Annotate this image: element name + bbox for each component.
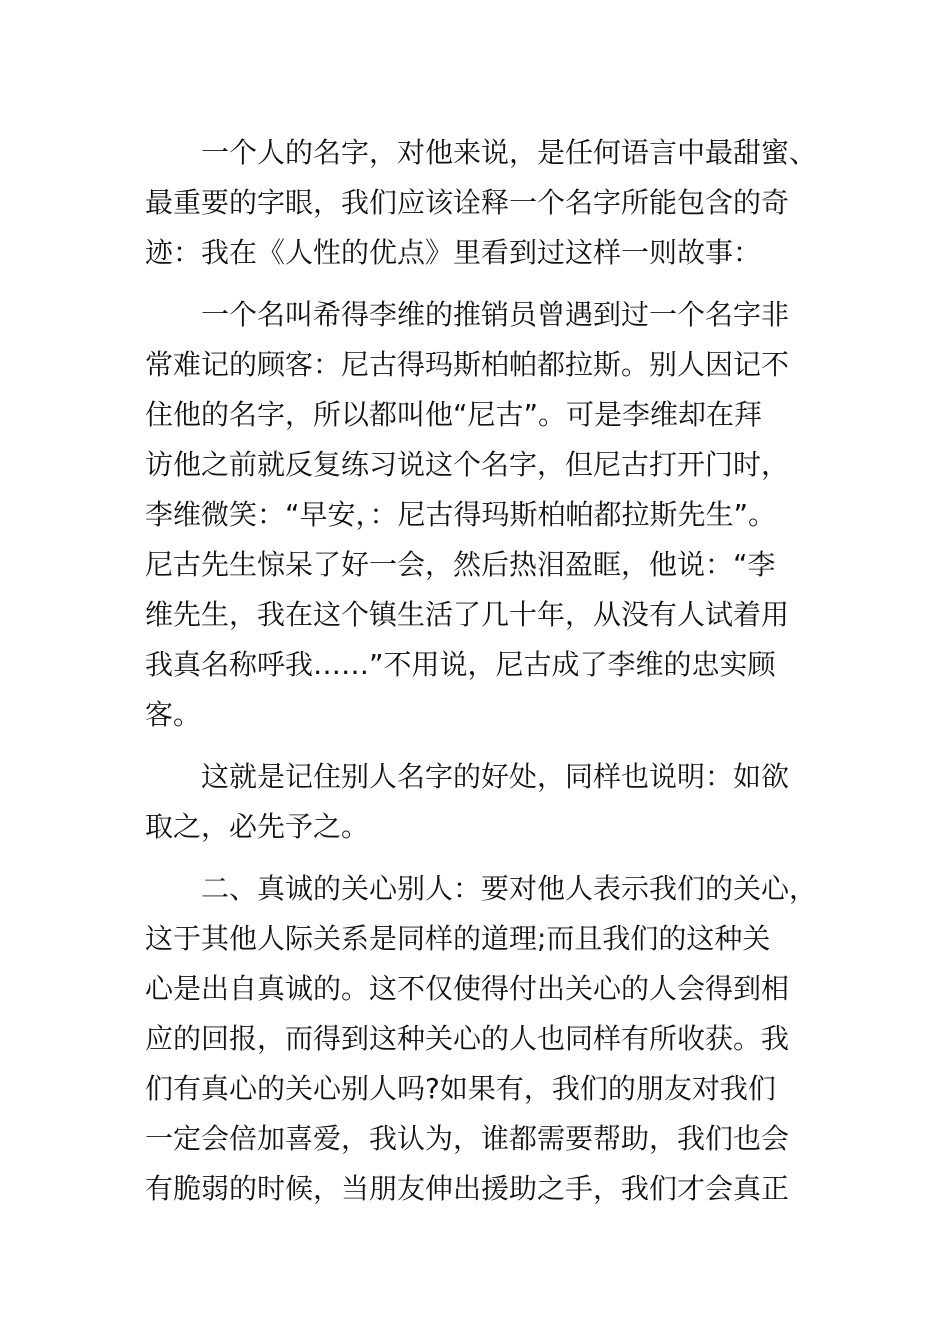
text-line: 客。 bbox=[145, 698, 202, 731]
text-line: 一个名叫希得李维的推销员曾遇到过一个名字非 bbox=[145, 298, 790, 331]
text-line: 访他之前就反复练习说这个名字，但尼古打开门时， bbox=[145, 448, 790, 481]
text-line: 们有真心的关心别人吗?如果有，我们的朋友对我们 bbox=[145, 1072, 776, 1105]
text-line: 常难记的顾客：尼古得玛斯柏帕都拉斯。别人因记不 bbox=[145, 348, 790, 381]
text-line: 迹：我在《人性的优点》里看到过这样一则故事： bbox=[145, 236, 762, 269]
text-line: 有脆弱的时候，当朋友伸出援助之手，我们才会真正 bbox=[145, 1172, 790, 1205]
text-line: 一定会倍加喜爱，我认为，谁都需要帮助，我们也会 bbox=[145, 1122, 790, 1155]
text-line: 心是出自真诚的。这不仅使得付出关心的人会得到相 bbox=[145, 972, 790, 1005]
text-line: 取之，必先予之。 bbox=[145, 810, 370, 843]
text-line: 二、真诚的关心别人：要对他人表示我们的关心， bbox=[145, 872, 818, 905]
paragraph-2 bbox=[145, 290, 815, 740]
text-line: 住他的名字，所以都叫他“尼古”。可是李维却在拜 bbox=[145, 398, 763, 431]
text-line: 应的回报，而得到这种关心的人也同样有所收获。我 bbox=[145, 1022, 790, 1055]
text-line: 我真名称呼我……”不用说，尼古成了李维的忠实顾 bbox=[145, 648, 776, 681]
text-line: 这就是记住别人名字的好处，同样也说明：如欲 bbox=[145, 760, 790, 793]
text-line: 维先生，我在这个镇生活了几十年，从没有人试着用 bbox=[145, 598, 790, 631]
text-line: 李维微笑：“早安，：尼古得玛斯柏帕都拉斯先生”。 bbox=[145, 498, 777, 531]
text-line: 最重要的字眼，我们应该诠释一个名字所能包含的奇 bbox=[145, 186, 790, 219]
paragraph-3 bbox=[145, 752, 815, 852]
text-line: 这于其他人际关系是同样的道理;而且我们的这种关 bbox=[145, 922, 771, 955]
paragraph-4 bbox=[145, 864, 818, 1214]
body-text bbox=[145, 128, 818, 1214]
text-line: 尼古先生惊呆了好一会，然后热泪盈眶，他说：“李 bbox=[145, 548, 776, 581]
text-line: 一个人的名字，对他来说，是任何语言中最甜蜜、 bbox=[145, 136, 818, 169]
paragraph-1 bbox=[145, 128, 818, 278]
